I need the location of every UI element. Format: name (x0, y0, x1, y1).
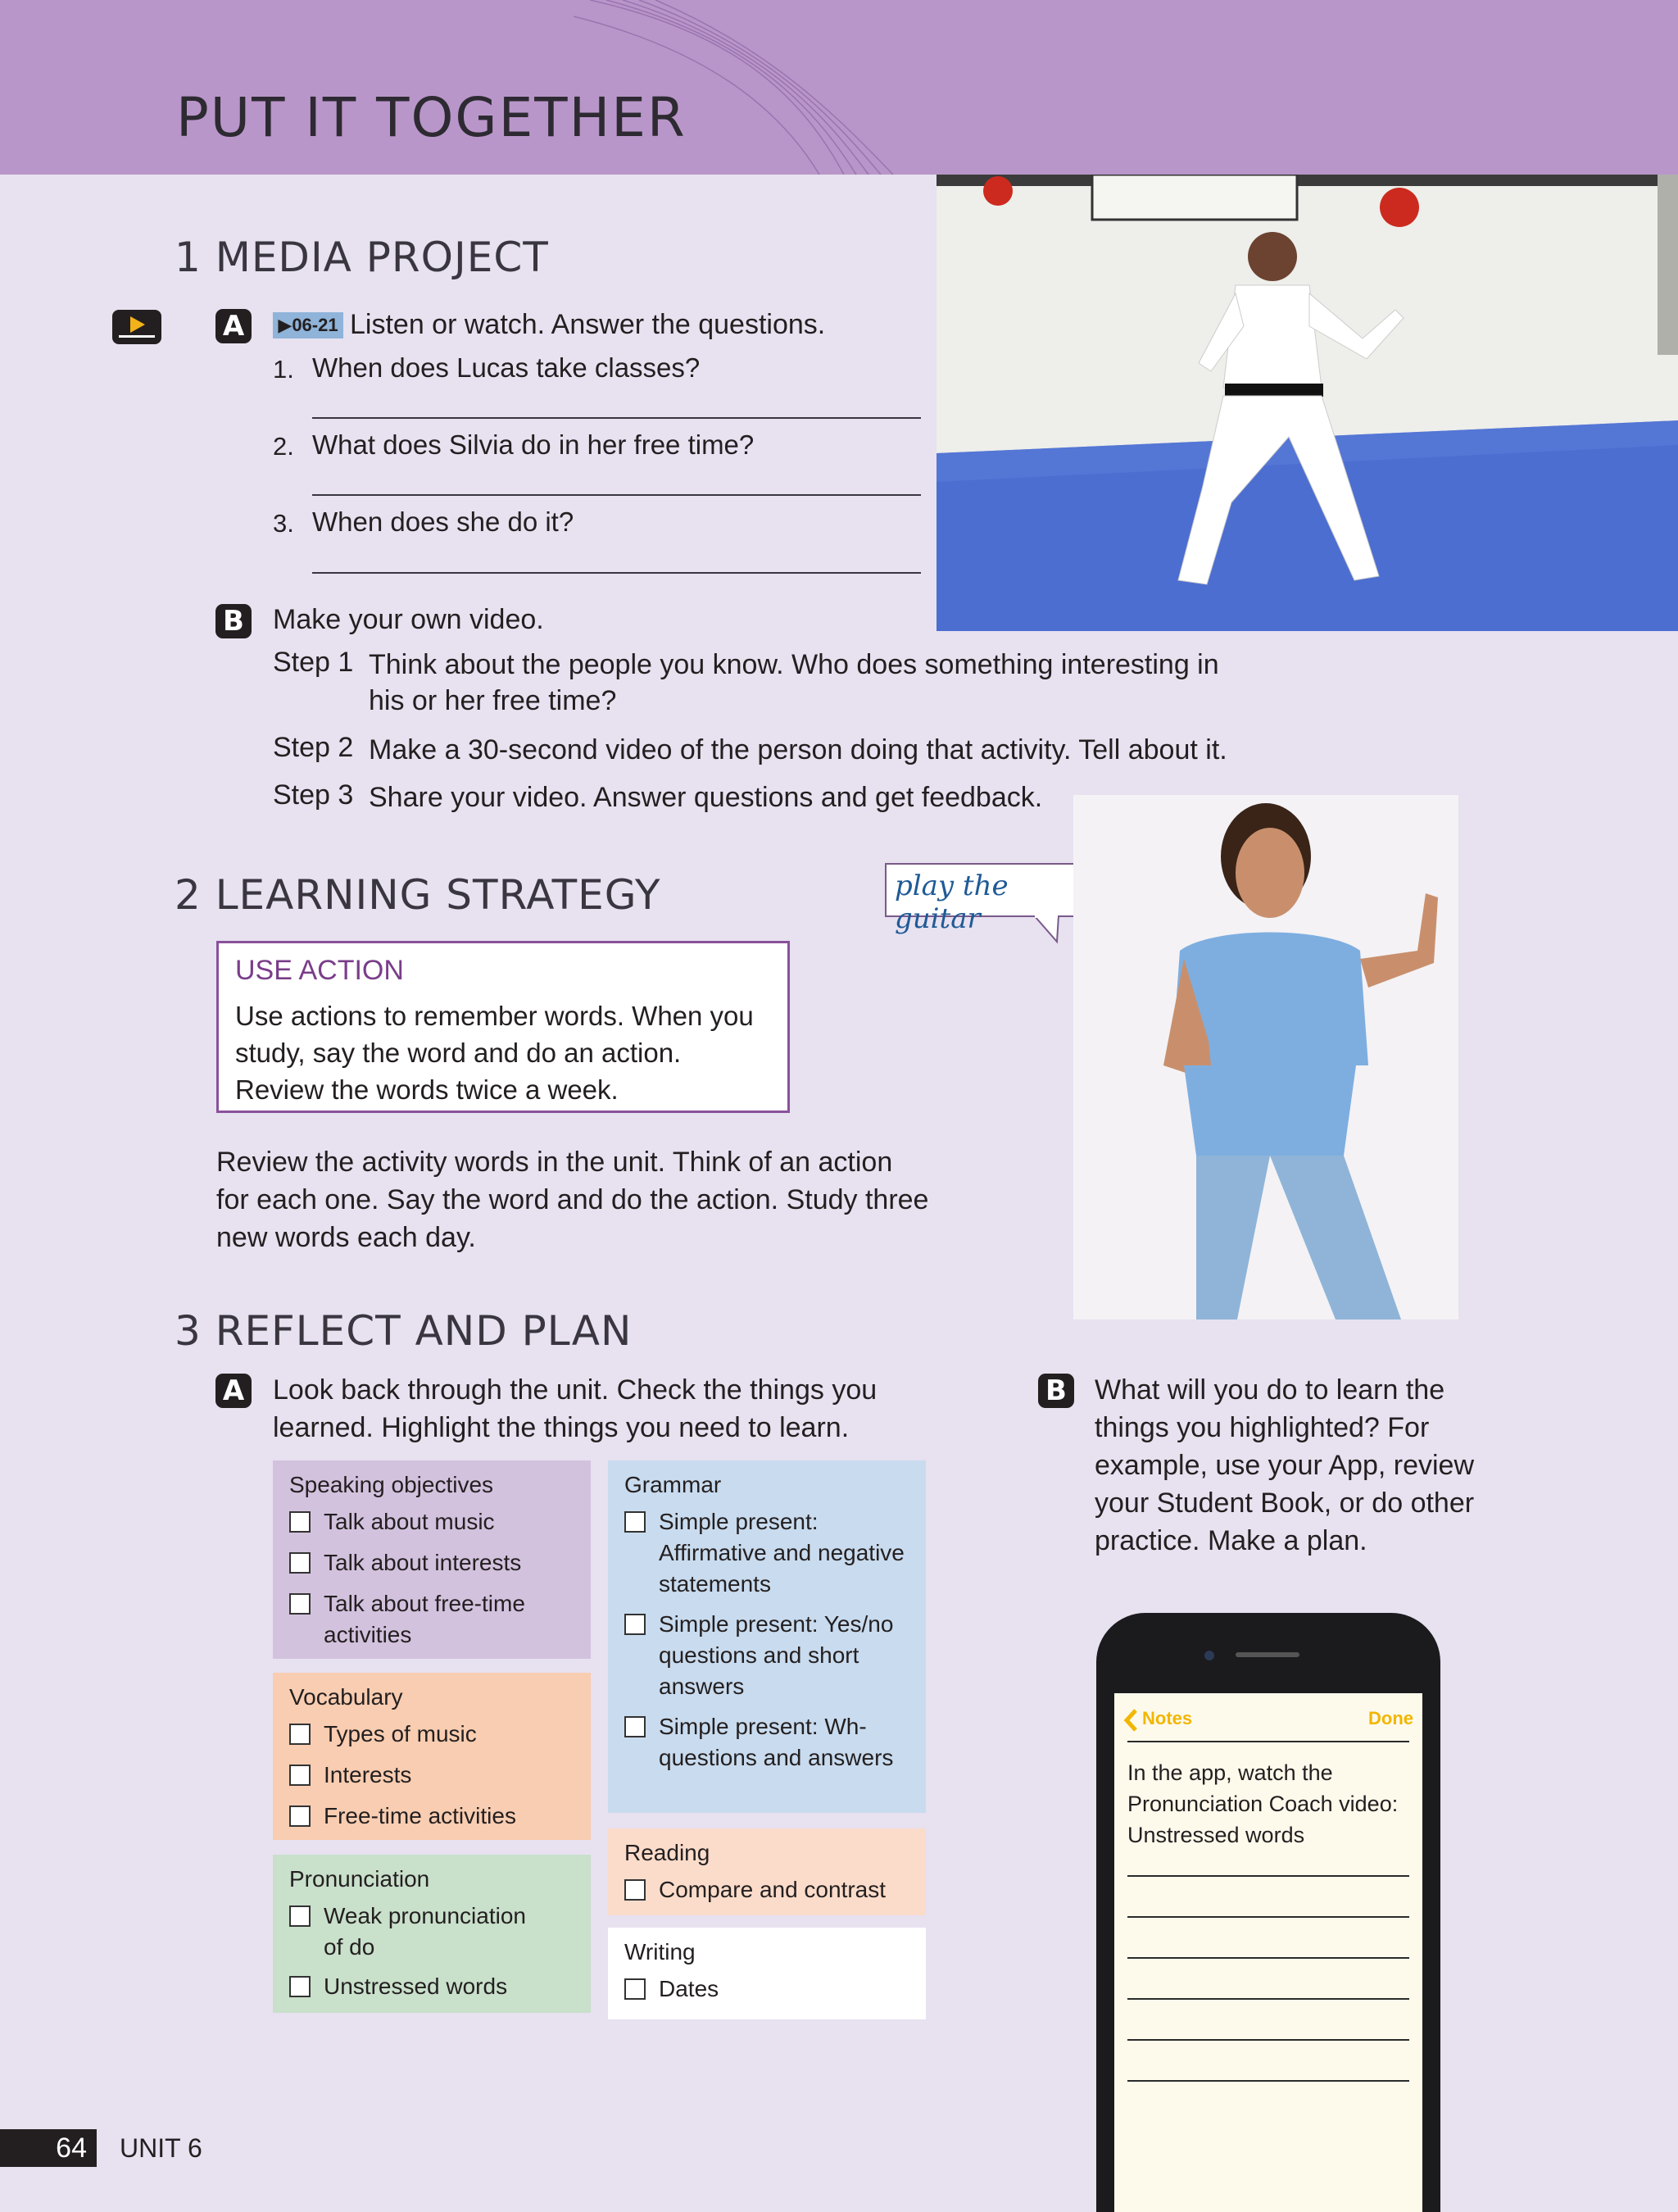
note-line (1127, 1875, 1409, 1877)
audio-track-button[interactable]: ▶06-21 (273, 312, 343, 338)
step-text: Make a 30-second video of the person doing that activity. Tell about it. (369, 734, 1227, 765)
checklist-item[interactable]: Talk about music (289, 1506, 495, 1537)
speech-bubble-tail (1034, 915, 1067, 945)
strategy-box (216, 941, 790, 1113)
chevron-left-icon (1122, 1708, 1139, 1733)
step-label: Step 2 (273, 732, 354, 763)
checkbox[interactable] (289, 1552, 311, 1574)
phone-mockup (1096, 1613, 1440, 2212)
checklist-vocabulary (273, 1673, 591, 1840)
section-title-media-project: 1 MEDIA PROJECT (175, 234, 549, 281)
note-text[interactable]: In the app, watch the Pronunciation Coach video: Unstressed words (1127, 1760, 1399, 1847)
badge-b: B (215, 604, 252, 638)
karate-photo (937, 175, 1678, 631)
badge-a: A (215, 309, 252, 343)
checkbox[interactable] (624, 1978, 646, 2000)
checkbox[interactable] (624, 1614, 646, 1635)
answer-line[interactable] (312, 494, 921, 496)
checklist-title: Writing (624, 1939, 696, 1964)
checklist-item[interactable]: Simple present: Yes/no questions and short answers (624, 1609, 911, 1702)
strategy-box-title: USE ACTION (235, 955, 404, 986)
checklist-item[interactable]: Dates (624, 1974, 719, 2005)
done-button[interactable]: Done (1368, 1708, 1413, 1728)
checklist-item[interactable]: Weak pronunciation of do (289, 1901, 551, 1963)
step-label: Step 1 (273, 647, 354, 678)
speech-bubble-text: play the guitar (895, 870, 1009, 935)
badge-a: A (215, 1374, 252, 1408)
checklist-pronunciation (273, 1855, 591, 2013)
note-line (1127, 1998, 1409, 2000)
note-line (1127, 2080, 1409, 2082)
question-text: When does Lucas take classes? (312, 352, 701, 383)
strategy-instructions: Review the activity words in the unit. Think of an action for each one. Say the word and do the action. Study three new words each day. (216, 1147, 929, 1253)
checkbox[interactable] (624, 1511, 646, 1533)
checkbox[interactable] (624, 1716, 646, 1737)
note-line (1127, 1916, 1409, 1918)
checklist-item[interactable]: Unstressed words (289, 1971, 507, 2002)
badge-b: B (1038, 1374, 1074, 1408)
question-text: When does she do it? (312, 506, 574, 537)
instruction-reflect-b: What will you do to learn the things you highlighted? For example, use your App, review your Student Book, or do other practice. Make a plan. (1095, 1374, 1475, 1556)
notes-screen (1114, 1693, 1422, 2212)
checklist-item[interactable]: Talk about interests (289, 1547, 521, 1578)
checkbox[interactable] (624, 1879, 646, 1901)
checkbox[interactable] (289, 1905, 311, 1927)
answer-line[interactable] (312, 572, 921, 574)
woman-air-guitar-photo (1073, 795, 1458, 1319)
question-number: 2. (273, 432, 294, 461)
checklist-title: Reading (624, 1840, 710, 1865)
section-title-reflect-and-plan: 3 REFLECT AND PLAN (175, 1307, 633, 1355)
checklist-title: Grammar (624, 1472, 722, 1497)
checklist-title: Pronunciation (289, 1866, 430, 1892)
header-band (0, 0, 1678, 175)
question-text: What does Silvia do in her free time? (312, 429, 755, 460)
checklist-reading (608, 1828, 926, 1915)
instruction-b: Make your own video. (273, 604, 544, 635)
checklist-title: Vocabulary (289, 1684, 403, 1710)
checklist-item[interactable]: Simple present: Affirmative and negative statements (624, 1506, 911, 1600)
video-play-icon[interactable] (112, 310, 161, 344)
checklist-writing (608, 1928, 926, 2019)
phone-camera-icon (1204, 1651, 1214, 1660)
instruction-a: Listen or watch. Answer the questions. (350, 309, 826, 340)
step-text: Share your video. Answer questions and get feedback. (369, 782, 1043, 813)
phone-speaker-icon (1236, 1652, 1299, 1657)
answer-line[interactable] (312, 417, 921, 419)
unit-label: UNIT 6 (120, 2133, 202, 2163)
notes-back-label: Notes (1142, 1708, 1193, 1728)
strategy-box-body: Use actions to remember words. When you study, say the word and do an action. Review the words twice a week. (235, 1001, 754, 1105)
step-label: Step 3 (273, 779, 354, 811)
checkbox[interactable] (289, 1593, 311, 1615)
section-title-learning-strategy: 2 LEARNING STRATEGY (175, 871, 661, 919)
checklist-item[interactable]: Types of music (289, 1719, 477, 1750)
note-line (1127, 1957, 1409, 1959)
question-number: 3. (273, 509, 294, 538)
checklist-speaking (273, 1460, 591, 1659)
page-number: 64 (0, 2129, 97, 2167)
checkbox[interactable] (289, 1724, 311, 1745)
instruction-reflect-a: Look back through the unit. Check the things you learned. Highlight the things you need to learn. (273, 1374, 878, 1443)
checkbox[interactable] (289, 1976, 311, 1997)
checkbox[interactable] (289, 1511, 311, 1533)
checkbox[interactable] (289, 1765, 311, 1786)
checkbox[interactable] (289, 1805, 311, 1827)
page-title: PUT IT TOGETHER (176, 86, 687, 149)
checklist-item[interactable]: Talk about free-time activities (289, 1588, 560, 1651)
note-line (1127, 2039, 1409, 2041)
checklist-item[interactable]: Free-time activities (289, 1801, 516, 1832)
question-number: 1. (273, 355, 294, 384)
step-text: Think about the people you know. Who does something interesting in his or her free time? (369, 649, 1219, 716)
checklist-item[interactable]: Interests (289, 1760, 411, 1791)
checklist-title: Speaking objectives (289, 1472, 494, 1497)
checklist-item[interactable]: Compare and contrast (624, 1874, 886, 1905)
checklist-item[interactable]: Simple present: Wh- questions and answers (624, 1711, 911, 1774)
notes-divider (1127, 1741, 1409, 1742)
speech-bubble (885, 863, 1092, 935)
checklist-grammar (608, 1460, 926, 1813)
